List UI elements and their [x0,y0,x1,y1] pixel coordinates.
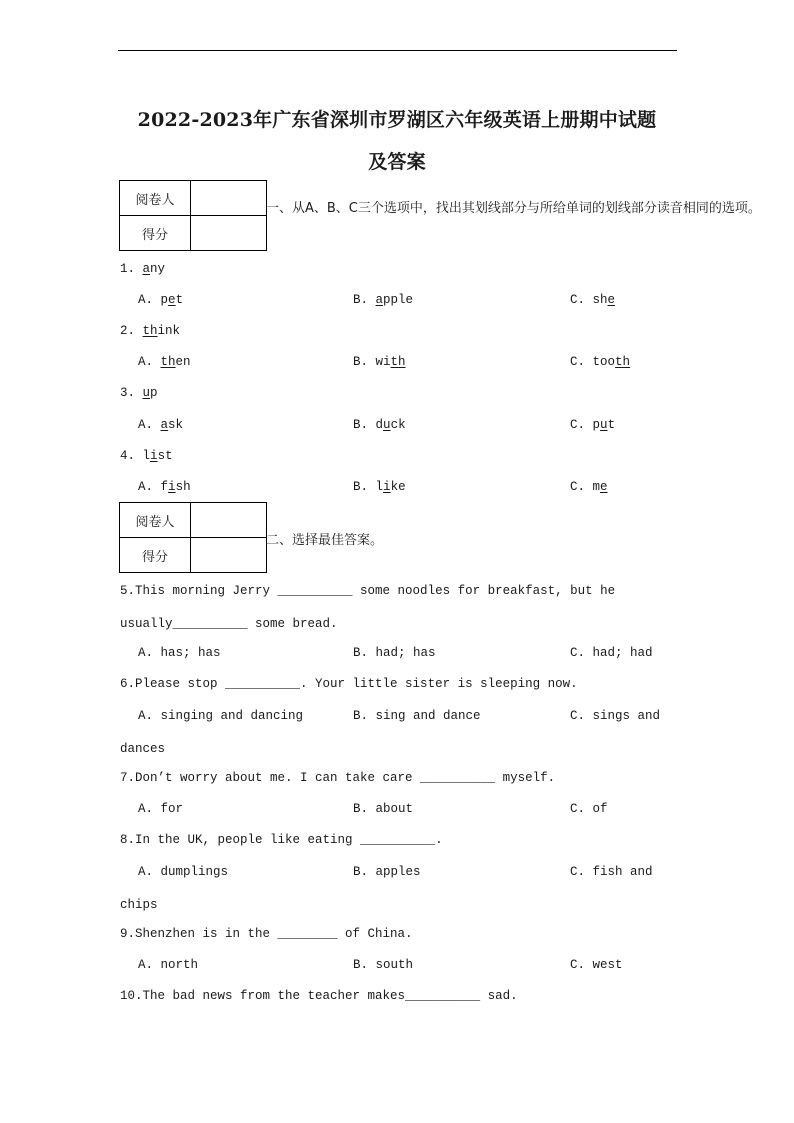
option-b[interactable]: B. with [353,355,406,369]
option-a[interactable]: A. for [138,802,184,816]
question-number: 3. [120,386,136,400]
option-c[interactable]: C. me [570,480,608,494]
question-word: up [142,386,158,400]
question-8: 8.In the UK, people like eating __________. [120,833,443,847]
option-c[interactable]: C. west [570,958,623,972]
option-a[interactable]: A. then [138,355,191,369]
option-c-wrap: dances [120,742,166,756]
question-2 [120,324,180,338]
question-3 [120,386,158,400]
option-a[interactable]: A. dumplings [138,865,229,879]
question-9: 9.Shenzhen is in the ________ of China. [120,927,413,941]
question-5: 5.This morning Jerry __________ some noodles for breakfast, but he [120,584,616,598]
question-number: 4. [120,449,136,463]
option-c[interactable]: C. had; had [570,646,653,660]
option-c[interactable]: C. tooth [570,355,631,369]
question-5-cont: usually__________ some bread. [120,617,338,631]
question-4 [120,449,173,463]
reviewer-field[interactable] [191,181,267,216]
question-word: think [142,324,181,338]
question-6: 6.Please stop __________. Your little sister is sleeping now. [120,677,578,691]
option-a[interactable]: A. ask [138,418,184,432]
reviewer-label: 阅卷人 [120,503,191,538]
score-field[interactable] [191,538,267,573]
option-a[interactable]: A. has; has [138,646,221,660]
option-b[interactable]: B. like [353,480,406,494]
question-1 [120,262,165,276]
question-word: list [142,449,173,463]
option-a[interactable]: A. fish [138,480,191,494]
reviewer-label: 阅卷人 [120,181,191,216]
option-c[interactable]: C. she [570,293,616,307]
option-b[interactable]: B. had; has [353,646,436,660]
option-a[interactable]: A. pet [138,293,184,307]
score-field[interactable] [191,216,267,251]
page-title-cont: 及答案 [368,151,426,173]
section-heading-1: 一、从A、B、C三个选项中，找出其划线部分与所给单词的划线部分读音相同的选项。 [266,201,761,216]
grader-box-2 [119,502,267,573]
question-10: 10.The bad news from the teacher makes__________ sad. [120,989,518,1003]
page-title: 2022-2023年广东省深圳市罗湖区六年级英语上册期中试题 [137,109,657,131]
option-a[interactable]: A. north [138,958,199,972]
section-heading-2: 二、选择最佳答案。 [266,533,384,548]
option-c[interactable]: C. of [570,802,608,816]
option-b[interactable]: B. south [353,958,414,972]
score-label: 得分 [120,538,191,573]
question-number: 1. [120,262,136,276]
option-b[interactable]: B. apples [353,865,421,879]
option-b[interactable]: B. apple [353,293,414,307]
question-number: 2. [120,324,136,338]
grader-box-1 [119,180,267,251]
reviewer-field[interactable] [191,503,267,538]
option-c[interactable]: C. put [570,418,616,432]
option-c[interactable]: C. fish and [570,865,653,879]
option-a[interactable]: A. singing and dancing [138,709,304,723]
header-rule [118,50,677,51]
option-c[interactable]: C. sings and [570,709,661,723]
question-word: any [142,262,166,276]
option-b[interactable]: B. duck [353,418,406,432]
score-label: 得分 [120,216,191,251]
option-c-wrap: chips [120,898,158,912]
question-7: 7.Don’t worry about me. I can take care __________ myself. [120,771,556,785]
option-b[interactable]: B. sing and dance [353,709,481,723]
option-b[interactable]: B. about [353,802,414,816]
